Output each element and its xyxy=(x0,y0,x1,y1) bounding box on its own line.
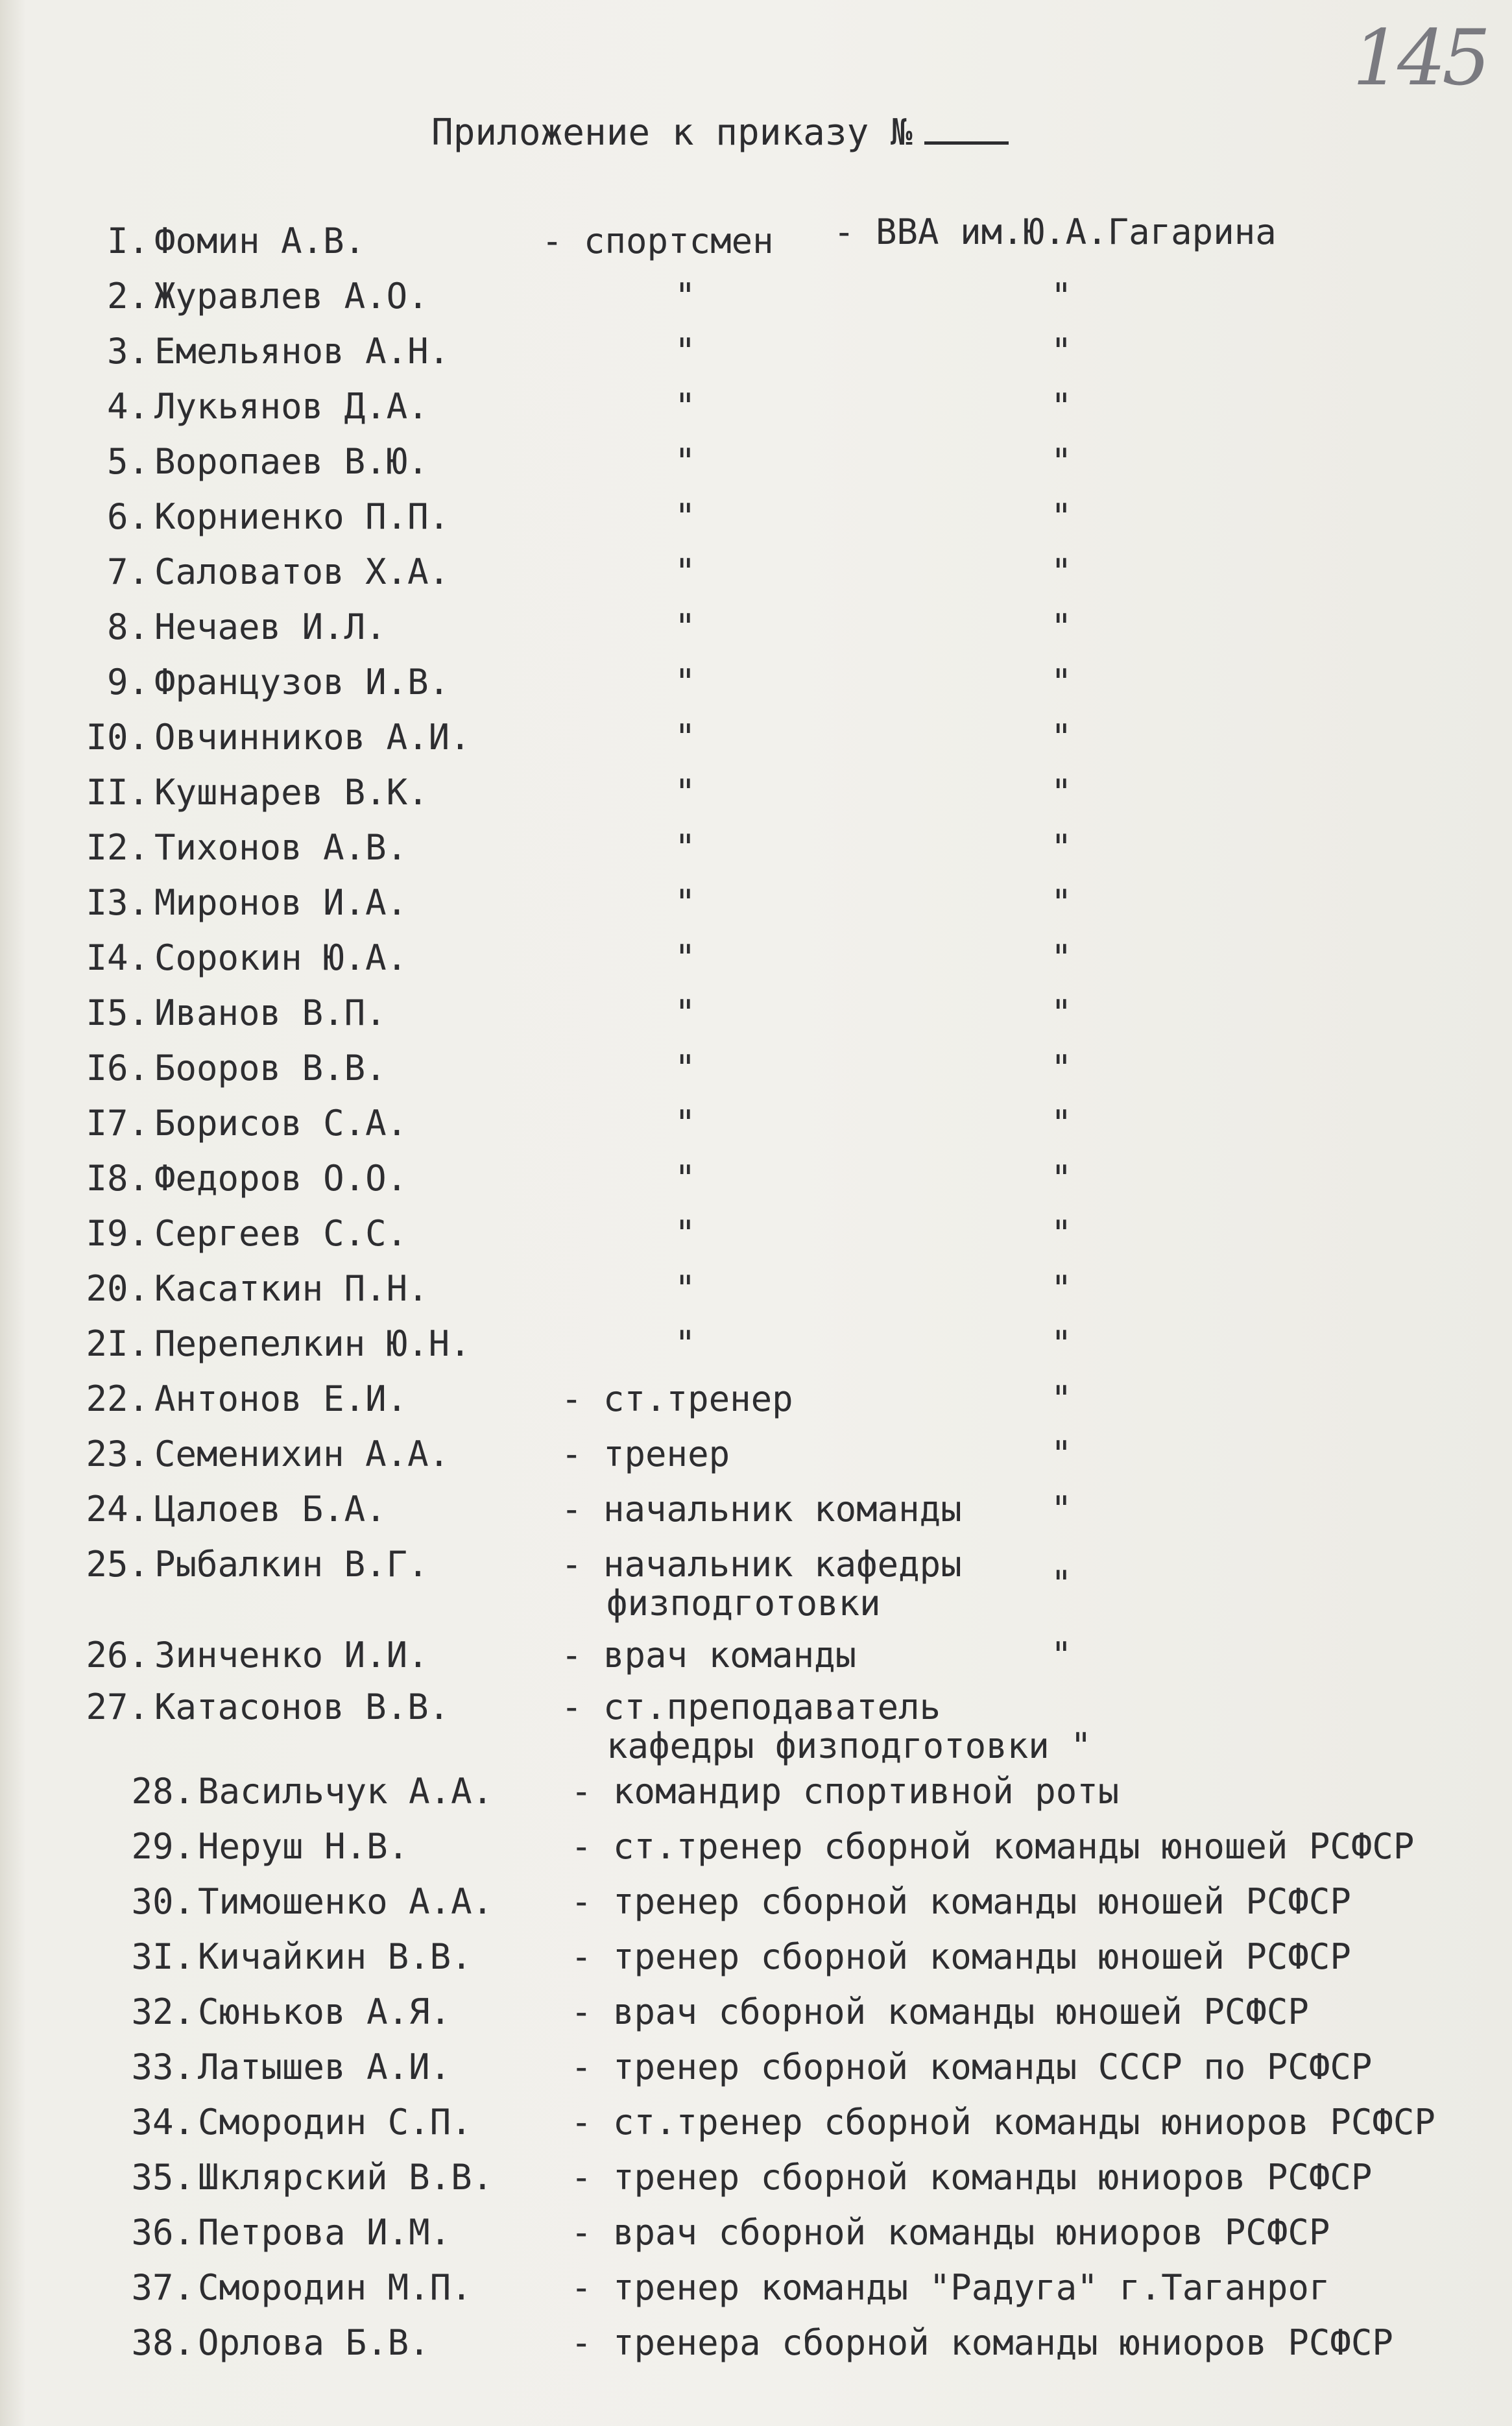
entry-number: 6. xyxy=(106,496,149,537)
entry-number: II. xyxy=(86,772,149,813)
entry-role: " xyxy=(675,937,696,978)
entry-number: I5. xyxy=(86,992,149,1033)
entry-number: 24. xyxy=(86,1489,149,1530)
entry-name: Рыбалкин В.Г. xyxy=(154,1544,429,1585)
entry-name: Цалоев Б.А. xyxy=(154,1489,387,1530)
entry-name: Овчинников А.И. xyxy=(154,717,471,758)
entry-organization: - ВВА им.Ю.А.Гагарина xyxy=(834,211,1277,252)
entry-organization: " xyxy=(1051,1434,1072,1474)
entry-number: I6. xyxy=(86,1048,149,1088)
entry-number: 5. xyxy=(106,441,149,482)
entry-role: - начальник команды xyxy=(561,1489,962,1530)
entry-role: - ст.преподаватель xyxy=(561,1687,941,1727)
entry-name: Тимошенко А.А. xyxy=(198,1881,494,1922)
entry-number: 3. xyxy=(106,331,149,372)
entry-name: Емельянов А.Н. xyxy=(154,331,450,372)
entry-name: Борисов С.А. xyxy=(154,1103,408,1144)
entry-name: Неруш Н.В. xyxy=(198,1826,409,1867)
entry-number: 22. xyxy=(86,1378,149,1419)
entry-role: - врач команды xyxy=(561,1635,857,1675)
entry-organization: " xyxy=(1051,496,1072,537)
entry-number: 25. xyxy=(86,1544,149,1585)
entry-number: 20. xyxy=(86,1268,149,1309)
entry-name: Касаткин П.Н. xyxy=(154,1268,429,1309)
entry-name: Петрова И.М. xyxy=(198,2212,451,2253)
entry-name: Кушнарев В.К. xyxy=(154,772,429,813)
entry-number: 33. xyxy=(131,2047,195,2087)
entry-role: " xyxy=(675,331,696,372)
entry-role: - спортсмен xyxy=(542,221,774,261)
entry-organization: " xyxy=(1051,1378,1072,1419)
entry-role: " xyxy=(675,992,696,1033)
entry-name: Сорокин Ю.А. xyxy=(154,937,408,978)
entry-name: Иванов В.П. xyxy=(154,992,387,1033)
entry-role: - начальник кафедры xyxy=(561,1544,962,1585)
entry-role: " xyxy=(675,551,696,592)
entry-number: I8. xyxy=(86,1158,149,1199)
entry-organization: " xyxy=(1051,1563,1072,1604)
entry-role-continued: кафедры физподготовки " xyxy=(606,1725,1092,1766)
entry-number: 29. xyxy=(131,1826,195,1867)
entry-name: Шклярский В.В. xyxy=(198,2157,494,2198)
entry-role: " xyxy=(675,1158,696,1199)
entry-number: I4. xyxy=(86,937,149,978)
entry-organization: " xyxy=(1051,1489,1072,1530)
entry-role: - тренер команды "Радуга" г.Таганрог xyxy=(571,2267,1330,2308)
entry-number: 27. xyxy=(86,1687,149,1727)
document-heading xyxy=(431,112,1009,154)
entry-role: - врач сборной команды юниоров РСФСР xyxy=(571,2212,1330,2253)
entry-organization: " xyxy=(1051,1158,1072,1199)
entry-role: " xyxy=(675,496,696,537)
entry-role-continued: физподготовки xyxy=(606,1583,881,1624)
entry-role: - тренера сборной команды юниоров РСФСР xyxy=(571,2322,1393,2363)
order-number-blank xyxy=(924,113,1009,145)
entry-number: 3I. xyxy=(131,1936,195,1977)
entry-name: Сергеев С.С. xyxy=(154,1213,408,1254)
entry-number: 2. xyxy=(106,276,149,317)
entry-name: Орлова Б.В. xyxy=(198,2322,430,2363)
entry-role: " xyxy=(675,441,696,482)
entry-name: Латышев А.И. xyxy=(198,2047,451,2087)
entry-role: " xyxy=(675,1213,696,1254)
entry-name: Васильчук А.А. xyxy=(198,1771,494,1812)
entry-name: Журавлев А.О. xyxy=(154,276,429,317)
entry-organization: " xyxy=(1051,662,1072,703)
entry-role: " xyxy=(675,717,696,758)
entry-organization: " xyxy=(1051,606,1072,647)
entry-number: 4. xyxy=(106,386,149,427)
entry-name: Семенихин А.А. xyxy=(154,1434,450,1474)
entry-name: Тихонов А.В. xyxy=(154,827,408,868)
entry-organization: " xyxy=(1051,717,1072,758)
entry-role: - тренер xyxy=(561,1434,730,1474)
entry-role: - врач сборной команды юношей РСФСР xyxy=(571,1991,1309,2032)
entry-role: " xyxy=(675,1103,696,1144)
entry-organization: " xyxy=(1051,1323,1072,1364)
entry-role: " xyxy=(675,1048,696,1088)
page-number: 145 xyxy=(1352,13,1487,102)
entry-number: I9. xyxy=(86,1213,149,1254)
entry-role: " xyxy=(675,662,696,703)
entry-number: I2. xyxy=(86,827,149,868)
entry-role: " xyxy=(675,772,696,813)
entry-role: " xyxy=(675,827,696,868)
entry-name: Лукьянов Д.А. xyxy=(154,386,429,427)
entry-organization: " xyxy=(1051,276,1072,317)
entry-number: 9. xyxy=(106,662,149,703)
entry-name: Бооров В.В. xyxy=(154,1048,387,1088)
entry-name: Катасонов В.В. xyxy=(154,1687,450,1727)
entry-number: I. xyxy=(106,221,149,261)
entry-number: 34. xyxy=(131,2102,195,2143)
entry-name: Федоров О.О. xyxy=(154,1158,408,1199)
entry-name: Нечаев И.Л. xyxy=(154,606,387,647)
entry-role: " xyxy=(675,606,696,647)
entry-number: 37. xyxy=(131,2267,195,2308)
entry-number: 23. xyxy=(86,1434,149,1474)
entry-number: 38. xyxy=(131,2322,195,2363)
entry-role: " xyxy=(675,386,696,427)
entry-role: " xyxy=(675,1268,696,1309)
entry-organization: " xyxy=(1051,1103,1072,1144)
entry-organization: " xyxy=(1051,827,1072,868)
entry-role: " xyxy=(675,276,696,317)
entry-number: 26. xyxy=(86,1635,149,1675)
entry-organization: " xyxy=(1051,772,1072,813)
entry-role: " xyxy=(675,882,696,923)
entry-organization: " xyxy=(1051,551,1072,592)
entry-number: I0. xyxy=(86,717,149,758)
entry-number: 8. xyxy=(106,606,149,647)
entry-organization: " xyxy=(1051,386,1072,427)
entry-number: 36. xyxy=(131,2212,195,2253)
entry-number: 30. xyxy=(131,1881,195,1922)
entry-number: 32. xyxy=(131,1991,195,2032)
entry-organization: " xyxy=(1051,992,1072,1033)
entry-number: 2I. xyxy=(86,1323,149,1364)
entry-number: I3. xyxy=(86,882,149,923)
entry-name: Фомин А.В. xyxy=(154,221,366,261)
entry-number: 7. xyxy=(106,551,149,592)
entry-name: Зинченко И.И. xyxy=(154,1635,429,1675)
entry-role: - ст.тренер сборной команды юношей РСФСР xyxy=(571,1826,1415,1867)
entry-role: " xyxy=(675,1323,696,1364)
entry-organization: " xyxy=(1051,441,1072,482)
entry-name: Антонов Е.И. xyxy=(154,1378,408,1419)
entry-name: Французов И.В. xyxy=(154,662,450,703)
entry-role: - тренер сборной команды СССР по РСФСР xyxy=(571,2047,1373,2087)
entry-role: - ст.тренер xyxy=(561,1378,793,1419)
entry-organization: " xyxy=(1051,937,1072,978)
entry-name: Миронов И.А. xyxy=(154,882,408,923)
entry-name: Смородин М.П. xyxy=(198,2267,472,2308)
entry-number: 28. xyxy=(131,1771,195,1812)
entry-number: 35. xyxy=(131,2157,195,2198)
entry-number: I7. xyxy=(86,1103,149,1144)
entry-name: Перепелкин Ю.Н. xyxy=(154,1323,471,1364)
entry-name: Корниенко П.П. xyxy=(154,496,450,537)
entry-organization: " xyxy=(1051,1268,1072,1309)
entry-name: Воропаев В.Ю. xyxy=(154,441,429,482)
entry-name: Сюньков А.Я. xyxy=(198,1991,451,2032)
entry-role: - командир спортивной роты xyxy=(571,1771,1120,1812)
entry-role: - тренер сборной команды юношей РСФСР xyxy=(571,1936,1351,1977)
entry-name: Саловатов Х.А. xyxy=(154,551,450,592)
entry-role: - ст.тренер сборной команды юниоров РСФСР xyxy=(571,2102,1435,2143)
entry-name: Смородин С.П. xyxy=(198,2102,472,2143)
entry-organization: " xyxy=(1051,1635,1072,1675)
entry-role: - тренер сборной команды юношей РСФСР xyxy=(571,1881,1351,1922)
entry-organization: " xyxy=(1051,331,1072,372)
entry-organization: " xyxy=(1051,1048,1072,1088)
entry-organization: " xyxy=(1051,882,1072,923)
entry-organization: " xyxy=(1051,1213,1072,1254)
entry-role: - тренер сборной команды юниоров РСФСР xyxy=(571,2157,1373,2198)
heading-text: Приложение к приказу № xyxy=(431,112,913,154)
entry-name: Кичайкин В.В. xyxy=(198,1936,472,1977)
